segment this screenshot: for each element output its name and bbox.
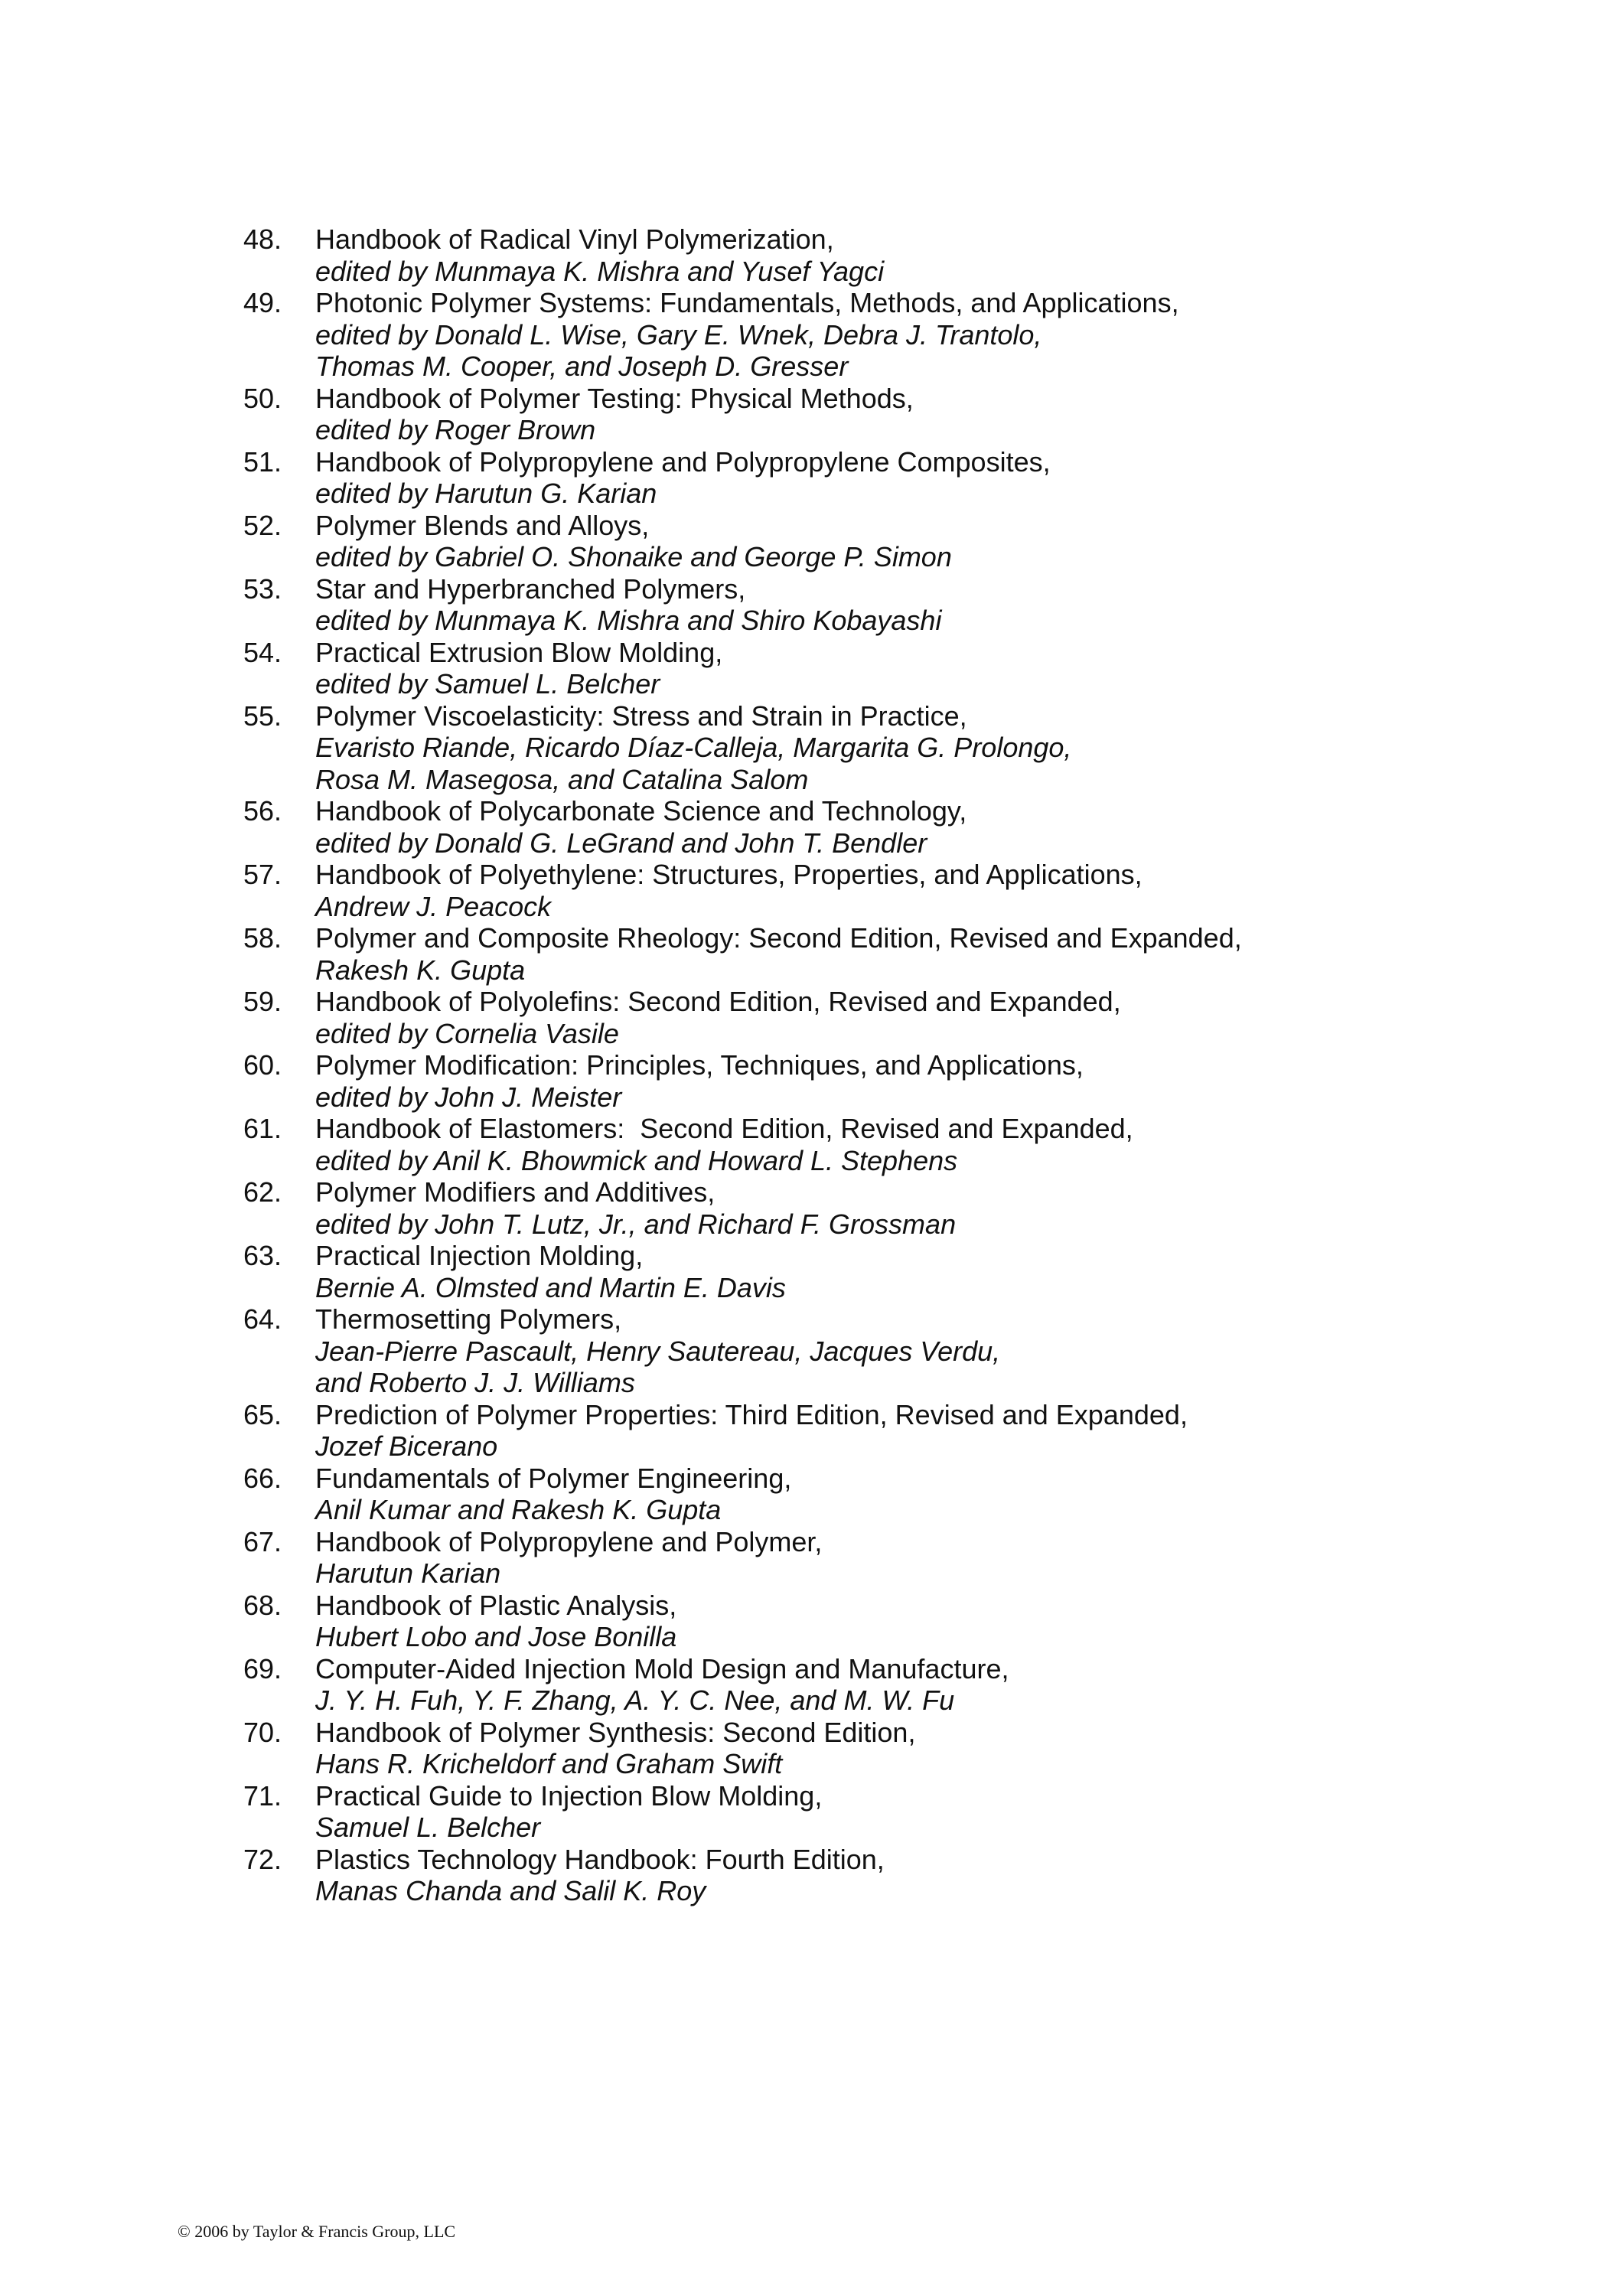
book-authors: Thomas M. Cooper, and Joseph D. Gresser bbox=[315, 351, 849, 382]
entry-number: 68. bbox=[243, 1589, 282, 1621]
series-entry bbox=[243, 795, 1544, 859]
entry-number: 50. bbox=[243, 382, 282, 414]
series-entry bbox=[243, 922, 1544, 986]
book-authors: edited by Roger Brown bbox=[315, 414, 596, 445]
book-authors: edited by Harutun G. Karian bbox=[315, 478, 657, 509]
entry-body bbox=[315, 573, 1544, 637]
entry-body bbox=[315, 1717, 1544, 1780]
book-authors: edited by John T. Lutz, Jr., and Richard F. Grossman bbox=[315, 1208, 957, 1240]
entry-number: 53. bbox=[243, 572, 282, 605]
copyright-notice: © 2006 by Taylor & Francis Group, LLC bbox=[178, 2222, 456, 2241]
series-entry bbox=[243, 1844, 1544, 1907]
book-authors: edited by John J. Meister bbox=[315, 1081, 622, 1113]
entry-body bbox=[315, 1113, 1544, 1176]
series-entry bbox=[243, 223, 1544, 287]
book-title: Polymer Viscoelasticity: Stress and Strain in Practice, bbox=[315, 700, 967, 732]
entry-number: 65. bbox=[243, 1398, 282, 1430]
entry-body bbox=[315, 1653, 1544, 1717]
entry-number: 59. bbox=[243, 986, 282, 1017]
series-entry bbox=[243, 637, 1544, 700]
entry-number: 67. bbox=[243, 1525, 282, 1557]
book-authors: edited by Donald L. Wise, Gary E. Wnek, Debra J. Trantolo, bbox=[315, 318, 1042, 351]
entry-body bbox=[315, 986, 1544, 1049]
entry-body bbox=[315, 223, 1544, 287]
entry-body bbox=[315, 1780, 1544, 1844]
book-title: Handbook of Polyolefins: Second Edition, Revised and Expanded, bbox=[315, 986, 1121, 1017]
entry-body bbox=[315, 510, 1544, 573]
book-authors: edited by Cornelia Vasile bbox=[315, 1017, 619, 1049]
entry-number: 66. bbox=[243, 1462, 282, 1494]
entry-number: 64. bbox=[243, 1303, 282, 1335]
entry-body bbox=[315, 795, 1544, 859]
entry-body bbox=[315, 1176, 1544, 1240]
book-authors: Jozef Bicerano bbox=[315, 1430, 498, 1462]
book-authors: edited by Donald G. LeGrand and John T. Bendler bbox=[315, 827, 927, 859]
entry-number: 60. bbox=[243, 1049, 282, 1081]
entry-number: 49. bbox=[243, 287, 282, 318]
entry-body bbox=[315, 1463, 1544, 1526]
series-entry bbox=[243, 1463, 1544, 1526]
entry-number: 51. bbox=[243, 445, 282, 478]
book-title: Prediction of Polymer Properties: Third Edition, Revised and Expanded, bbox=[315, 1398, 1188, 1430]
series-entry bbox=[243, 700, 1544, 796]
entry-body bbox=[315, 446, 1544, 510]
entry-body bbox=[315, 1526, 1544, 1590]
entry-number: 69. bbox=[243, 1652, 282, 1684]
entry-number: 48. bbox=[243, 223, 282, 255]
book-title: Handbook of Plastic Analysis, bbox=[315, 1589, 677, 1621]
entry-number: 70. bbox=[243, 1716, 282, 1748]
entry-body bbox=[315, 1303, 1544, 1399]
entry-body bbox=[315, 1240, 1544, 1303]
book-title: Computer-Aided Injection Mold Design and Manufacture, bbox=[315, 1652, 1009, 1684]
book-authors: edited by Samuel L. Belcher bbox=[315, 668, 660, 700]
book-authors: Bernie A. Olmsted and Martin E. Davis bbox=[315, 1271, 786, 1303]
entry-body bbox=[315, 1590, 1544, 1653]
book-authors: edited by Munmaya K. Mishra and Yusef Yagci bbox=[315, 255, 885, 287]
series-entry bbox=[243, 986, 1544, 1049]
entry-body bbox=[315, 1049, 1544, 1113]
series-entry bbox=[243, 1113, 1544, 1176]
book-title: Fundamentals of Polymer Engineering, bbox=[315, 1462, 792, 1494]
book-authors: Evaristo Riande, Ricardo Díaz-Calleja, Margarita G. Prolongo, bbox=[315, 732, 1072, 763]
series-entry bbox=[243, 1399, 1544, 1463]
book-title: Handbook of Radical Vinyl Polymerization, bbox=[315, 223, 834, 255]
entry-body bbox=[315, 287, 1544, 383]
book-authors: edited by Gabriel O. Shonaike and George P. Simon bbox=[315, 541, 952, 572]
book-authors: J. Y. H. Fuh, Y. F. Zhang, A. Y. C. Nee, and M. W. Fu bbox=[315, 1684, 955, 1716]
book-title: Polymer and Composite Rheology: Second Edition, Revised and Expanded, bbox=[315, 922, 1242, 954]
book-title: Polymer Blends and Alloys, bbox=[315, 509, 650, 541]
series-entry bbox=[243, 1176, 1544, 1240]
series-entry bbox=[243, 859, 1544, 922]
entry-number: 71. bbox=[243, 1779, 282, 1812]
entry-number: 54. bbox=[243, 636, 282, 668]
series-entry bbox=[243, 446, 1544, 510]
entry-number: 63. bbox=[243, 1240, 282, 1271]
book-authors: Manas Chanda and Salil K. Roy bbox=[315, 1875, 706, 1906]
series-entry bbox=[243, 383, 1544, 446]
series-entry bbox=[243, 510, 1544, 573]
series-entry bbox=[243, 1717, 1544, 1780]
series-entry bbox=[243, 287, 1544, 383]
book-title: Star and Hyperbranched Polymers, bbox=[315, 572, 746, 605]
book-title: Handbook of Polymer Testing: Physical Methods, bbox=[315, 382, 914, 414]
book-authors: Hubert Lobo and Jose Bonilla bbox=[315, 1621, 677, 1652]
book-authors: Anil Kumar and Rakesh K. Gupta bbox=[315, 1494, 722, 1525]
book-authors: edited by Anil K. Bhowmick and Howard L. Stephens bbox=[315, 1144, 958, 1176]
book-title: Handbook of Polycarbonate Science and Technology, bbox=[315, 795, 967, 827]
book-authors: and Roberto J. J. Williams bbox=[315, 1367, 635, 1398]
entry-number: 61. bbox=[243, 1113, 282, 1144]
book-authors: Rakesh K. Gupta bbox=[315, 954, 526, 986]
series-entry bbox=[243, 573, 1544, 637]
entry-number: 56. bbox=[243, 795, 282, 827]
entry-body bbox=[315, 1399, 1544, 1463]
entry-number: 58. bbox=[243, 922, 282, 954]
series-entry bbox=[243, 1049, 1544, 1113]
entry-number: 62. bbox=[243, 1176, 282, 1208]
series-entry bbox=[243, 1590, 1544, 1653]
series-entry bbox=[243, 1303, 1544, 1399]
book-authors: Andrew J. Peacock bbox=[315, 890, 552, 922]
entry-body bbox=[315, 859, 1544, 922]
entry-number: 55. bbox=[243, 700, 282, 732]
series-entry bbox=[243, 1240, 1544, 1303]
series-entry bbox=[243, 1653, 1544, 1717]
book-title: Handbook of Polypropylene and Polymer, bbox=[315, 1525, 823, 1557]
entry-body bbox=[315, 1844, 1544, 1907]
entry-body bbox=[315, 922, 1544, 986]
book-title: Handbook of Polypropylene and Polypropylene Composites, bbox=[315, 445, 1051, 478]
entry-number: 52. bbox=[243, 509, 282, 541]
book-title: Photonic Polymer Systems: Fundamentals, Methods, and Applications, bbox=[315, 287, 1179, 318]
book-title: Polymer Modification: Principles, Techniques, and Applications, bbox=[315, 1049, 1084, 1081]
book-authors: Hans R. Kricheldorf and Graham Swift bbox=[315, 1748, 783, 1779]
book-authors: Harutun Karian bbox=[315, 1557, 501, 1589]
entry-number: 57. bbox=[243, 859, 282, 890]
entry-body bbox=[315, 383, 1544, 446]
book-title: Practical Guide to Injection Blow Molding, bbox=[315, 1779, 823, 1812]
entry-number: 72. bbox=[243, 1843, 282, 1875]
series-entry bbox=[243, 1526, 1544, 1590]
book-title: Handbook of Polymer Synthesis: Second Edition, bbox=[315, 1716, 916, 1748]
book-title: Polymer Modifiers and Additives, bbox=[315, 1176, 715, 1208]
series-entry bbox=[243, 1780, 1544, 1844]
book-title: Practical Extrusion Blow Molding, bbox=[315, 636, 723, 668]
book-authors: Rosa M. Masegosa, and Catalina Salom bbox=[315, 763, 809, 795]
book-title: Handbook of Polyethylene: Structures, Properties, and Applications, bbox=[315, 859, 1143, 890]
book-title: Handbook of Elastomers: Second Edition, Revised and Expanded, bbox=[315, 1113, 1133, 1144]
book-title: Thermosetting Polymers, bbox=[315, 1303, 622, 1335]
book-series-list bbox=[243, 223, 1544, 1907]
book-authors: Samuel L. Belcher bbox=[315, 1812, 541, 1843]
entry-body bbox=[315, 637, 1544, 700]
book-authors: Jean-Pierre Pascault, Henry Sautereau, Jacques Verdu, bbox=[315, 1335, 1001, 1367]
book-title: Practical Injection Molding, bbox=[315, 1240, 644, 1271]
book-authors: edited by Munmaya K. Mishra and Shiro Kobayashi bbox=[315, 605, 942, 636]
book-title: Plastics Technology Handbook: Fourth Edition, bbox=[315, 1843, 885, 1875]
entry-body bbox=[315, 700, 1544, 796]
